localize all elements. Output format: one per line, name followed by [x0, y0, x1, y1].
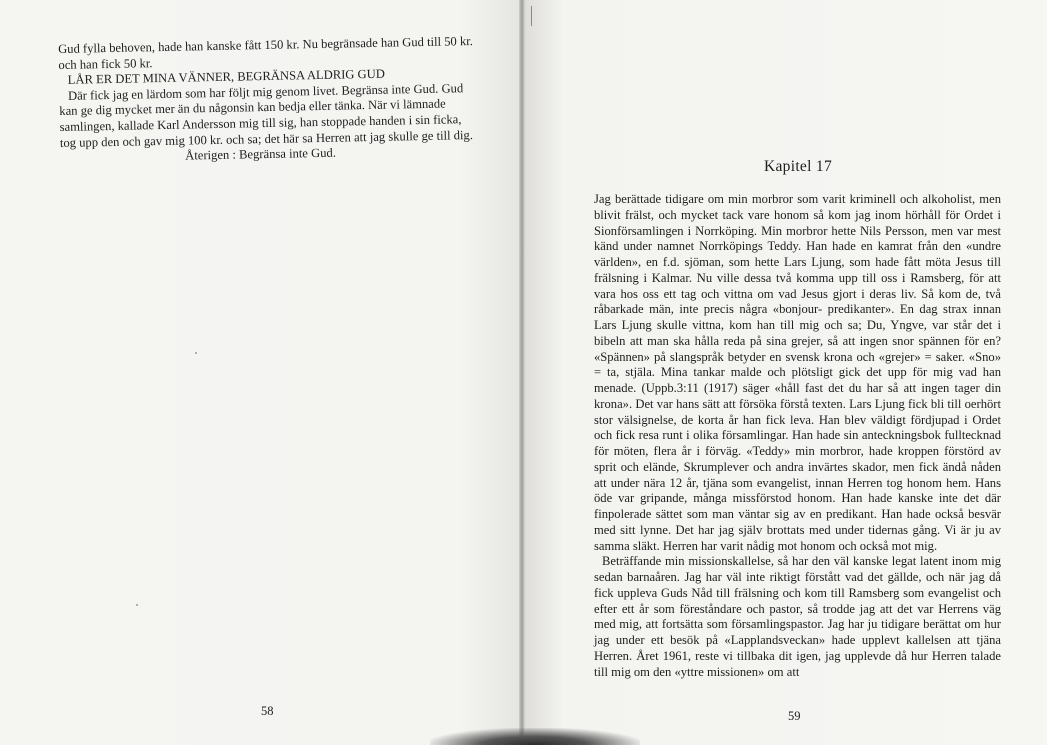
scan-speck [195, 352, 197, 354]
right-page-text [594, 192, 1001, 680]
left-refrain: Återigen : Begränsa inte Gud. [185, 145, 337, 163]
left-heading-line: LÅR ER DET MINA VÄNNER, BEGRÄNSA ALDRIG GUD [67, 66, 386, 88]
scan-speck [136, 604, 138, 606]
left-paragraph: Gud fylla behoven, hade han kanske fått 150 kr. Nu begränsade han Gud till 50 kr. och han fick 50 kr. [58, 34, 473, 72]
page-number-left: 58 [261, 704, 274, 718]
scan-mark [531, 6, 532, 26]
spine-shadow [430, 728, 640, 745]
left-paragraph: Där fick jag en lärdom som har följt mig genom livet. Begränsa inte Gud. Gud kan ge dig mycket mer än du någonsin kan bedja eller tänka. När vi lämnade samlingen, kallade Karl Andersson mig till sig, han stoppade handen i sin ficka, tog upp den och gav mig 100 kr. och sa; det här sa Herren att jag skulle ge till dig. [59, 81, 474, 150]
left-page-text [58, 34, 480, 167]
right-paragraph: Jag berättade tidigare om min morbror som varit kriminell och alkoholist, men blivit frälst, och mycket tack vare honom så kom jag inom hörhåll för Ordet i Sionförsamlingen i Norrköping. Min morbror hette Nils Persson, men var mest känd under namnet Norrköpings Teddy. Han hade en kamrat från den «undre världen», en f.d. sjöman, som hette Lars Ljung, som hade fått möta Jesus till frälsning i Kalmar. Nu ville dessa två komma upp till oss i Ramsberg, för att vara hos oss ett tag och vittna om vad Jesus gjort i deras liv. Så kom de, två råbarkade män, inte precis några «bonjour- predikanter». En dag strax innan Lars Ljung skulle vittna, kom han till mig och sa; Du, Yngve, var står det i bibeln att man ska hålla reda på sina grejer, så att ingen snor spännen för en? «Spännen» på slangspråk betyder en svensk krona och «grejer» = saker. «Sno» = ta, stjäla. Mina tankar malde och plötsligt gick det upp för mig vad han menade. (Uppb.3:11 (1917) säger «håll fast det du har så att ingen tager din krona». Det var hans sätt att försöka förstå texten. Lars Ljung fick bli till oerhört stor välsignelse, de korta år han fick leva. Han blev väldigt fördjupad i Ordet och fick resa runt i olika församlingar. Han hade sin anteckningsbok fulltecknad för möten, flera år i förväg. «Teddy» min morbror, hade kroppen förstörd av sprit och elände, Skrumplever och andra invärtes skador, men fick ändå nåden att under nära 12 år, tjäna som evangelist, innan Herren tog honom hem. Hans öde var gripande, många missförstod honom. Han hade kanske inte det där finpolerade sättet som man väntar sig av en predikant. Han hade också besvär med sitt lynne. Det har jag själv brottats med under tidernas gång. Vi är ju av samma släkt. Herren har varit nådig mot honom och också mot mig. [594, 192, 1001, 553]
book-gutter [519, 0, 525, 745]
left-page [0, 0, 522, 745]
page-number-right: 59 [788, 709, 801, 723]
right-paragraph: Beträffande min missionskallelse, så har den väl kanske legat latent inom mig sedan barnaåren. Jag har väl inte riktigt förstått vad det gällde, och när jag då fick uppleva Guds Nåd till frälsning och kom till Ramsberg som evangelist och efter ett år som föreståndare och pastor, så trodde jag att det var Herrens väg med mig, att fortsätta som församlingspastor. Jag har ju tidigare berättat om hur jag under ett besök på «Lapplandsveckan» hade upplevt kallelsen att tjäna Herren. Året 1961, reste vi tillbaka dit igen, jag upplevde då hur Herren talade till mig om den «yttre missionen» om att [594, 554, 1001, 679]
chapter-title: Kapitel 17 [764, 158, 832, 175]
